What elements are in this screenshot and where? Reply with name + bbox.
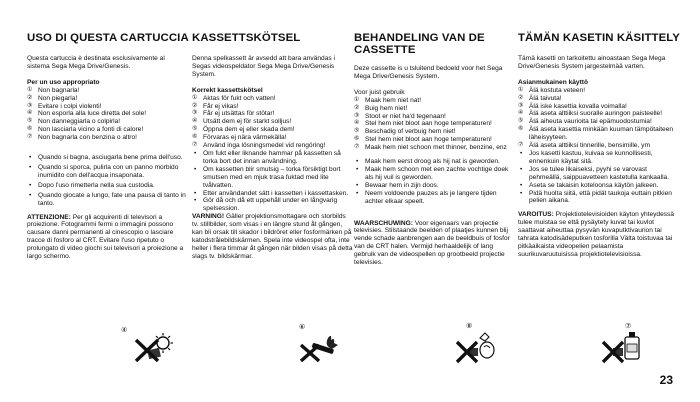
subtitle: Asianmukainen käyttö [518,78,588,86]
list-item: • Bewaar hem in zijn doos. [354,182,516,190]
list-item: ④ Utsätt dem ej för starkt solljus! [192,118,292,126]
tips-list [354,158,516,205]
warning-text: Projektiotelevisioiden käyton yhteydessä tulee muistaa se että pysäytety kuvat tai kuvlot saattavat aiheuttaa pysyvän kuvaputktivaurion tai tahrata katodisädeputken tosforilla Välta toistuvaa tai pitkäaikaista videopelien pelaamista suurikuvaruutuisissa projektiotelevisioissa. [518,211,675,258]
warning-text: Gäller projektionsmottagare och storbilds tv. stillbilder, som visas i en längre stund åt gången, kan bli orsak till skador i bildröret eller fosformärken på katodstrålebildskärmen. Spela inte videospel ofta, inte heller i flera timmar åt gången när bilden visas på detta slags tv. bildskärmar. [192,213,353,260]
list-item: ③ Stoot er niet ha'd tegenaan! [354,112,446,120]
tips-list [192,150,354,213]
list-item: ⑥ Stel hem niet bloot aan hoge temperaturen! [354,136,492,144]
column-finnish [518,32,680,259]
section-title: KASSETTSKÖTSEL [192,32,301,44]
list-item: ⑦ Maak hem niet schoon met thinner, benzine, enz [354,144,507,152]
column-italian [27,32,189,261]
warning-paragraph [27,214,189,261]
warning-paragraph [192,213,354,260]
list-item: • Dopo l'uso rimetterla nella sua custodia. [27,182,189,190]
list-item: ④ Stel hem niet bloot aan hoge temperaturen! [354,120,492,128]
intro-text: Denna spelkassett är avsedd att bara användas i Segas videospeldator Sega Mega Drive/Genesis System. [192,55,335,78]
list-item: ⑦ Älä aseta alttiiksi tinnerille, bensimille, ym [518,142,650,150]
list-item: • Quando si bagna, asciugarla bene prima dell'uso. [27,154,189,162]
list-item: • Aseta se takaisin koteloonsa käytön jalkeen. [518,182,680,190]
section-title: TÄMÄN KASETIN KÄSITTELY [518,32,680,44]
subtitle: Korrekt kassettskötsel [192,86,263,94]
care-list [27,87,189,142]
list-item: ⑤ Älä aiheuta vaurioita tai epämuodostumia! [518,118,652,126]
warning-label: VARNING! [192,213,225,221]
list-item: ⑦ Använd inga lösningsmedel vid rengöring! [192,142,326,150]
warning-text: Voor eigenaars van projectie televisies. Stilstaande beelden of plaatjes kunnen blij vende schade aanbrengen aan de beeldbuis of fosfor van de CRT halen. Vermijd herhaaldelijk of lang gebruik van de videospellen op grootbeeld projectie televisies. [354,219,510,267]
list-item: ② Får ej vikas! [192,102,239,110]
column-dutch [354,32,516,267]
list-item: ⑤ Öppna dem ej eller skada dem! [192,126,295,134]
list-item: • Maak hem schoon met een zachte vochtige doek als hij vuil is geworden. [354,166,516,182]
icon-label-6: ⑥ [299,324,306,331]
list-item: ③ Evitare i colpi violenti! [27,102,102,110]
intro-text: Questa cartuccia è destinata esclusivamente al sistema Sega Mega Drive/Genesis. [27,55,165,70]
icon-label-7: ⑦ [625,323,632,330]
tips-list [27,154,189,207]
list-item: ② Buig hem niet! [354,104,408,112]
list-item: • Om fukt eller liknande hammar på kassetten så torka bort det innan användning. [192,150,354,166]
subtitle: Voor juist gebruik [354,88,405,96]
list-item: ① Älä kostuta veteen! [518,86,586,94]
warning-label: VAROITUS: [518,211,554,219]
list-item: ⑤ Non danneggiarla o colpirla! [27,118,121,126]
list-item: ① Maak hem niet nat! [354,96,422,104]
intro-text: Tämä kasetti on tarkoitettu ainoastaan Sega Mega Drive/Genesis System jargestelmää varten. [518,55,666,70]
list-item: • Maak hem eerst droog als hij nat is geworden. [354,158,516,166]
list-item: • Etter användandet sätt i kassetten i kassettasken. [192,190,354,198]
no-sunlight-icon [133,332,177,362]
care-list [518,87,680,150]
warning-label: ATTENZIONE: [27,213,71,221]
care-list [354,97,516,152]
list-item: ① Aktas för fukt och vatten! [192,94,276,102]
section-title: BEHANDELING VAN DE CASSETTE [354,32,485,56]
list-item: • Quando giocate a lungo, fate una pausa di tanto in tanto. [27,192,189,208]
list-item: • Jos kasetti kastuu, kuivaa se kunnollisesti, ennenkuin käytat sitä. [518,150,680,166]
icon-label-8: ⑧ [466,323,473,330]
list-item: ② Älä taivuta! [518,94,562,102]
list-item: • Quando si sporca, pulirla con un panno morbido inumidito con dell'acqua insaponata. [27,164,189,180]
list-item: ② Non piegarla! [27,94,78,102]
warning-paragraph [354,220,516,267]
list-item: ⑥ Förvaras ej nära värmekälla! [192,134,287,142]
list-item: ⑥ Älä aseta kasettia minkään kuuman tämpötaiteen läheisyyteen. [518,126,674,142]
list-item: • Om kassetten blir smutsig – torka försiktigt bort smutsen med en mjuk trasa fuktad med lite tvålvatten. [192,166,354,190]
list-item: ③ Älä iske kasettia kovalla voimalla! [518,102,627,110]
care-list [192,95,354,150]
page-number: 23 [659,373,673,387]
section-title: USO DI QUESTA CARTUCCIA [27,32,189,44]
no-heat-icon [298,332,346,362]
warning-label: WAARSCHUWING: [354,219,413,227]
no-solvent-icon [454,330,502,364]
warning-paragraph [518,211,680,258]
icon-label-4: ④ [121,327,128,334]
warning-text: Per gli acquirenti di televisori a proiezione. Fotogrammi fermi o immagini possono causare danni permanenti al cinescopio o lasciare tracce di fosforo al CRT. Evitare l'uso ripetuto o prolungato di video giochi sui televisori a proiezione a largo schermo. [27,213,184,261]
list-item: ③ Får ej utsättas för stötar! [192,110,275,118]
list-item: ① Non bagnarla! [27,86,80,94]
list-item: ④ Älä aseta alttiiksi suoralle auringon paisteelle! [518,110,663,118]
tips-list [518,150,680,205]
list-item: ⑥ Non lasciarla vicino a fonti di calore! [27,126,144,134]
list-item: ⑤ Beschadig of verbuig hem niet! [354,128,456,136]
list-item: • Pidä huolta siitä, että pidät taukoja euttain pitkien pelien aikana. [518,190,680,206]
list-item: • Gör då och då ett uppehåll under en långvarig spelsession. [192,197,354,213]
list-item: ⑦ Non bagnarla con benzina o altro! [27,134,137,142]
list-item: • Jos se tulee likaiseksi, pyyhi se varovast pehmeällä, saippuavetteen kastetulla kankaalla. [518,166,680,182]
no-chemicals-icon [600,330,648,364]
column-swedish [192,32,354,261]
subtitle: Per un uso appropriato [27,78,100,86]
list-item: • Neem voldoende pauzes als je langere tijden achter elkaar speelt. [354,190,516,206]
list-item: ④ Non esporla alla luce diretta del sole! [27,110,147,118]
intro-text: Deze cassette is u tsluitend bedoeld voor het Sega Mega Drive/Genesis System. [354,65,503,80]
